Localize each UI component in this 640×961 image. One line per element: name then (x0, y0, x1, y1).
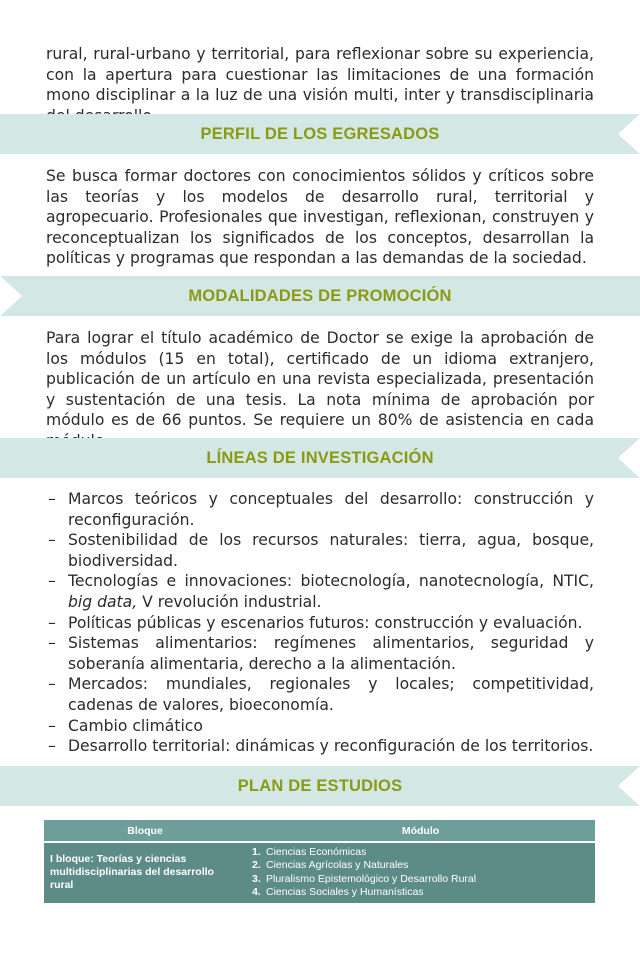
perfil-paragraph: Se busca formar doctores con conocimientos sólidos y críticos sobre las teorías y los modelos de desarrollo rural, territorial y agropecuario. Profesionales que investigan, reflexionan, construyen y reconceptualizan los significados de los conceptos, desarrollan la políticas y programas que respondan a las demandas de la sociedad. (46, 167, 594, 268)
list-item: – Tecnologías e innovaciones: biotecnología, nanotecnología, NTIC, big data, V revolución industrial. (48, 572, 594, 611)
dash-bullet: – (48, 737, 56, 756)
research-lines-list (46, 489, 594, 757)
list-item: – Sistemas alimentarios: regímenes alimentarios, seguridad y soberanía alimentaria, derecho a la alimentación. (48, 634, 594, 673)
dash-bullet: – (48, 675, 56, 694)
module-item: 4. Ciencias Sociales y Humanísticas (252, 886, 424, 899)
module-item: 2. Ciencias Agrícolas y Naturales (252, 859, 409, 872)
header-modulo: Módulo (246, 820, 595, 842)
modules-cell (246, 842, 595, 903)
list-item: – Mercados: mundiales, regionales y locales; competitividad, cadenas de valores, bioeconomía. (48, 675, 594, 714)
list-item: – Desarrollo territorial: dinámicas y reconfiguración de los territorios. (48, 737, 594, 756)
section-banner-perfil (0, 114, 640, 154)
block-label: I bloque: Teorías y ciencias multidisciplinarias del desarrollo rural (44, 842, 246, 903)
list-item: – Cambio climático (48, 716, 203, 735)
list-item: – Marcos teóricos y conceptuales del desarrollo: construcción y reconfiguración. (48, 490, 594, 529)
section-title-lineas: LÍNEAS DE INVESTIGACIÓN (206, 449, 434, 467)
header-bloque: Bloque (44, 820, 246, 842)
section-title-perfil: PERFIL DE LOS EGRESADOS (200, 125, 440, 143)
list-item: – Políticas públicas y escenarios futuros: construcción y evaluación. (48, 613, 583, 632)
section-title-plan: PLAN DE ESTUDIOS (237, 777, 403, 795)
dash-bullet: – (48, 613, 56, 632)
dash-bullet: – (48, 490, 56, 508)
modalidades-paragraph: Para lograr el título académico de Doctor se exige la aprobación de los módulos (15 en total), certificado de un idioma extranjero, publicación de un artículo en una revista especializada, presentación y sustentación de una tesis. La nota mínima de aprobación por módulo es de 66 puntos. Se requiere un 80% de asistencia en cada (46, 329, 594, 430)
list-item: – Sostenibilidad de los recursos naturales: tierra, agua, bosque, biodiversidad. (48, 531, 594, 570)
dash-bullet: – (48, 531, 56, 550)
intro-paragraph: rural, rural-urbano y territorial, para reflexionar sobre su experiencia, con la apertura para cuestionar las limitaciones de una formación mono disciplinar a la luz de una visión multi, inter y transdisciplinaria (46, 45, 594, 105)
section-banner-lineas (0, 438, 640, 478)
module-item: 1. Ciencias Económicas (252, 846, 367, 858)
table-row (44, 842, 595, 903)
study-plan-table (44, 820, 595, 903)
dash-bullet: – (48, 572, 56, 591)
dash-bullet: – (48, 634, 56, 653)
table-header-row (44, 820, 595, 842)
section-title-modalidades: MODALIDADES DE PROMOCIÓN (188, 287, 452, 305)
modules-list (252, 846, 589, 900)
module-item: 3. Pluralismo Epistemológico y Desarrollo Rural (252, 872, 477, 885)
section-banner-plan (0, 766, 640, 806)
dash-bullet: – (48, 716, 56, 735)
section-banner-modalidades (0, 276, 640, 316)
